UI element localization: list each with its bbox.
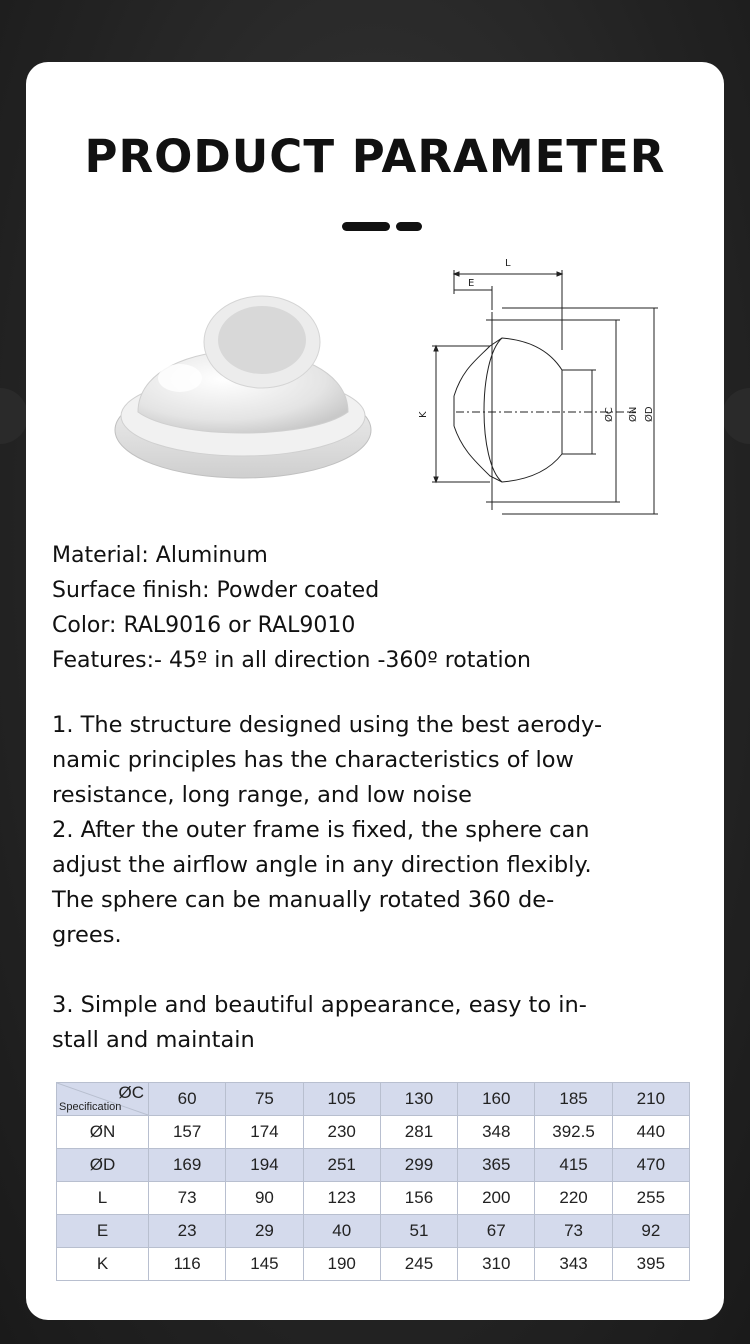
- spec-material: Material: Aluminum: [52, 543, 268, 568]
- description-line: 2. After the outer frame is fixed, the sphere can: [52, 817, 590, 843]
- row-label: E: [57, 1215, 149, 1248]
- corner-spec-label: Specification: [59, 1101, 122, 1113]
- description-line: grees.: [52, 922, 122, 948]
- svg-text:ØN: ØN: [628, 406, 639, 422]
- svg-text:ØC: ØC: [604, 407, 615, 422]
- table-cell: 365: [458, 1149, 535, 1182]
- row-label: ØN: [57, 1116, 149, 1149]
- table-row: [57, 1116, 690, 1149]
- table-header-cell: 130: [380, 1083, 457, 1116]
- table-cell: 470: [612, 1149, 689, 1182]
- table-cell: 255: [612, 1182, 689, 1215]
- row-label: ØD: [57, 1149, 149, 1182]
- table-header-cell: 210: [612, 1083, 689, 1116]
- table-cell: 145: [226, 1248, 303, 1281]
- table-header-cell: 105: [303, 1083, 380, 1116]
- table-cell: 415: [535, 1149, 612, 1182]
- table-header-cell: 75: [226, 1083, 303, 1116]
- table-header-cell: 185: [535, 1083, 612, 1116]
- description-line: 3. Simple and beautiful appearance, easy to in-: [52, 992, 587, 1018]
- table-cell: 395: [612, 1248, 689, 1281]
- table-cell: 92: [612, 1215, 689, 1248]
- svg-text:K: K: [418, 411, 429, 418]
- title-divider: [342, 222, 422, 232]
- table-corner-cell: [57, 1083, 149, 1116]
- svg-text:ØD: ØD: [644, 406, 655, 422]
- corner-diameter-label: ØC: [118, 1083, 144, 1102]
- table-cell: 220: [535, 1182, 612, 1215]
- table-cell: 310: [458, 1248, 535, 1281]
- table-cell: 40: [303, 1215, 380, 1248]
- description-line: adjust the airflow angle in any direction flexibly.: [52, 852, 592, 878]
- content-card: [26, 62, 724, 1320]
- table-cell: 67: [458, 1215, 535, 1248]
- row-label: K: [57, 1248, 149, 1281]
- table-cell: 29: [226, 1215, 303, 1248]
- description-line: namic principles has the characteristics of low: [52, 747, 574, 773]
- page-title: PRODUCT PARAMETER: [84, 130, 666, 183]
- table-cell: 251: [303, 1149, 380, 1182]
- table-header-cell: 60: [149, 1083, 226, 1116]
- spec-surface-finish: Surface finish: Powder coated: [52, 578, 380, 603]
- table-header-cell: 160: [458, 1083, 535, 1116]
- product-image: [110, 290, 376, 500]
- left-notch: [0, 388, 28, 444]
- description-line: resistance, long range, and low noise: [52, 782, 473, 808]
- table-cell: 343: [535, 1248, 612, 1281]
- table-cell: 123: [303, 1182, 380, 1215]
- table-header-row: [57, 1083, 690, 1116]
- table-cell: 73: [149, 1182, 226, 1215]
- spec-color: Color: RAL9016 or RAL9010: [52, 613, 356, 638]
- table-cell: 392.5: [535, 1116, 612, 1149]
- table-cell: 23: [149, 1215, 226, 1248]
- table-cell: 190: [303, 1248, 380, 1281]
- table-cell: 157: [149, 1116, 226, 1149]
- table-cell: 116: [149, 1248, 226, 1281]
- table-cell: 90: [226, 1182, 303, 1215]
- table-cell: 230: [303, 1116, 380, 1149]
- description-line: 1. The structure designed using the best aerody-: [52, 712, 603, 738]
- description-line: stall and maintain: [52, 1027, 255, 1053]
- table-cell: 200: [458, 1182, 535, 1215]
- table-row: [57, 1215, 690, 1248]
- table-cell: 299: [380, 1149, 457, 1182]
- table-cell: 156: [380, 1182, 457, 1215]
- table-row: [57, 1182, 690, 1215]
- table-cell: 440: [612, 1116, 689, 1149]
- right-notch: [722, 388, 750, 444]
- table-cell: 245: [380, 1248, 457, 1281]
- table-cell: 281: [380, 1116, 457, 1149]
- table-cell: 194: [226, 1149, 303, 1182]
- appearance-paragraph: [52, 988, 702, 1058]
- table-row: [57, 1248, 690, 1281]
- spec-list: [52, 538, 712, 678]
- description-paragraph: [52, 708, 702, 953]
- table-cell: 174: [226, 1116, 303, 1149]
- technical-drawing: [406, 250, 676, 520]
- specification-table: [56, 1082, 690, 1281]
- svg-text:E: E: [468, 278, 475, 289]
- row-label: L: [57, 1182, 149, 1215]
- table-cell: 169: [149, 1149, 226, 1182]
- table-cell: 51: [380, 1215, 457, 1248]
- table-row: [57, 1149, 690, 1182]
- svg-text:L: L: [505, 258, 511, 269]
- spec-features: Features:- 45º in all direction -360º rotation: [52, 648, 532, 673]
- table-cell: 73: [535, 1215, 612, 1248]
- description-line: The sphere can be manually rotated 360 de-: [52, 887, 555, 913]
- table-cell: 348: [458, 1116, 535, 1149]
